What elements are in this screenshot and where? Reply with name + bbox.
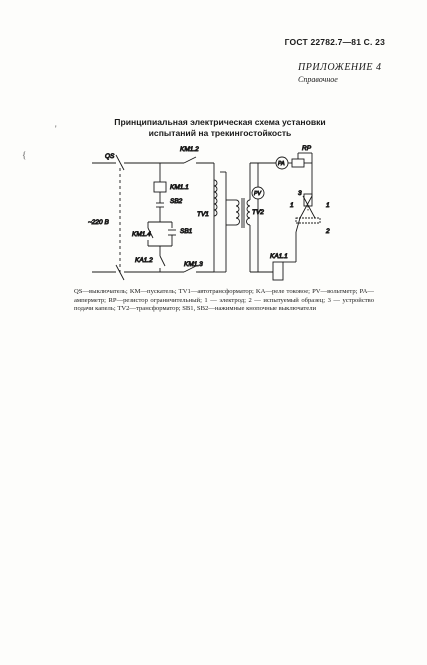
ka12-contact [160,256,165,266]
label-ka12: KA1.2 [135,257,153,264]
label-drop-feeder: 3 [298,190,302,197]
appendix-note: Справочное [298,75,338,84]
label-km13: KM1.3 [184,261,203,268]
km11-coil [154,182,166,192]
standard-reference: ГОСТ 22782.7—81 С. 23 [284,37,385,47]
km12-contact [184,157,196,163]
rp-resistor [292,159,304,167]
label-sb2: SB2 [170,198,183,205]
figure-title-line-1: Принципиальная электрическая схема установки [114,117,326,127]
label-sb1: SB1 [180,228,193,235]
figure-title-line-2: испытаний на трекингостойкость [148,128,292,138]
label-mains-voltage: ~220 В [88,219,109,226]
label-ka11: KA1.1 [270,253,288,260]
label-electrode-left: 1 [290,202,294,209]
label-rp: RP [302,145,312,152]
electrode-right [303,196,315,218]
label-pv: PV [254,191,261,197]
label-pa: PA [278,161,285,167]
label-electrode-right: 1 [326,202,330,209]
figure-caption: QS—выключатель; KM—пускатель; TV1—автотрансформатор; KA—реле токовое; PV—вольтметр; PA—амперметр; RP—резистор ограничительный; 1 — электрод; 2 — испытуемый образец; 3 — устройство подачи капель; TV2—трансформатор; SB1, SB2—нажимные кнопочные выключатели [74,288,374,313]
label-tv2: TV2 [252,209,264,216]
electrode-left [300,196,312,218]
appendix-title: ПРИЛОЖЕНИЕ 4 [298,62,382,73]
electrode-left-lead [296,218,300,232]
label-km12: KM1.2 [180,146,199,153]
tv2-primary-winding [236,200,240,225]
label-km11: KM1.1 [170,184,189,191]
tv2-secondary-winding [247,200,251,225]
label-qs: QS [105,153,115,160]
label-tv1: TV1 [197,211,209,218]
margin-mark: { [22,150,27,160]
ka11-relay-coil [273,262,283,280]
qs-switch-blade [116,155,124,170]
label-specimen: 2 [326,228,330,235]
label-km14: KM1.4 [132,231,151,238]
margin-mark: ' [55,124,57,134]
